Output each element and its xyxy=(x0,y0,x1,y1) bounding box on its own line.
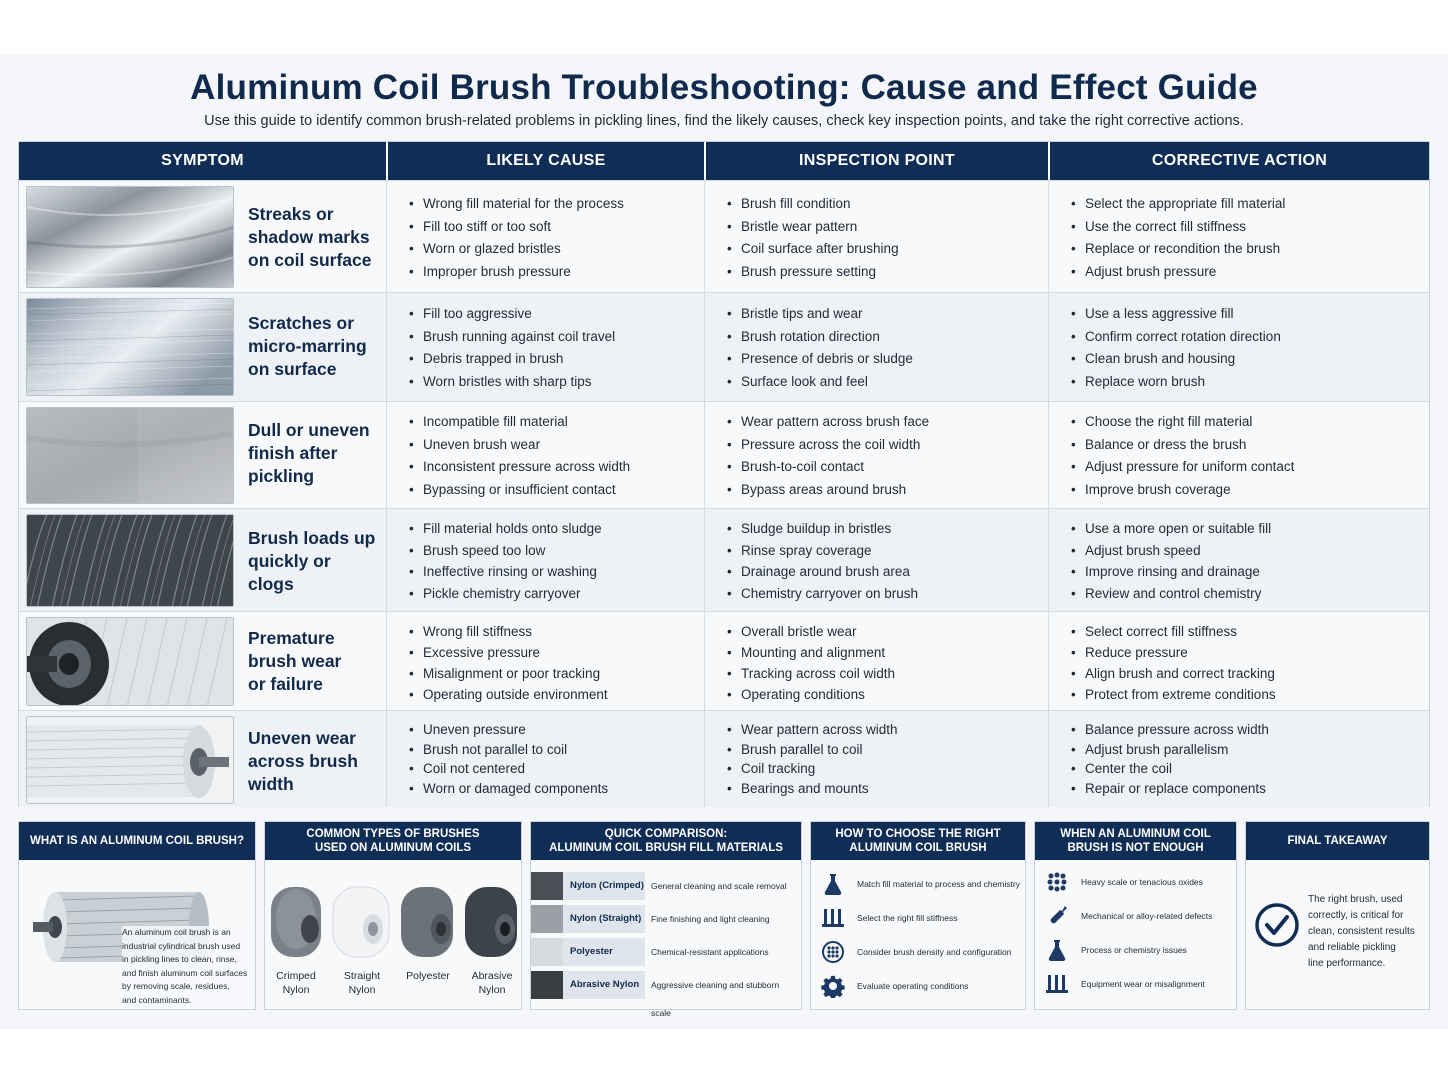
inspection-cell xyxy=(704,612,1048,710)
list-item: • Coil surface after brushing xyxy=(727,238,899,261)
list-item: • Adjust brush parallelism xyxy=(1071,740,1269,760)
action-list xyxy=(1071,303,1281,393)
inspection-cell xyxy=(704,402,1048,508)
symptom-cell xyxy=(19,181,386,292)
list-item: • Wrong fill material for the process xyxy=(409,193,624,216)
list-item: • Use the correct fill stiffness xyxy=(1071,216,1285,239)
takeaway-text: The right brush, used correctly, is critical for clean, consistent results and reliable pickling line performance. xyxy=(1308,894,1415,969)
not-enough-panel xyxy=(1034,821,1237,1010)
header-inspection-point: INSPECTION POINT xyxy=(704,142,1048,180)
panel-title: FINAL TAKEAWAY xyxy=(1246,822,1429,860)
list-item: • Debris trapped in brush xyxy=(409,348,615,371)
inspection-list xyxy=(727,720,898,798)
action-cell xyxy=(1048,293,1429,401)
troubleshooting-table xyxy=(18,141,1430,807)
list-item: • Wrong fill stiffness xyxy=(409,621,608,642)
list-item: • Improve rinsing and drainage xyxy=(1071,561,1271,583)
cause-list xyxy=(409,621,608,705)
list-item: • Improve brush coverage xyxy=(1071,479,1294,502)
inspection-list xyxy=(727,518,918,604)
cause-list xyxy=(409,303,615,393)
action-list xyxy=(1071,193,1285,283)
list-item: • Excessive pressure xyxy=(409,642,608,663)
scratched-coil-image xyxy=(26,298,234,396)
inspection-list xyxy=(727,303,913,393)
flask-icon xyxy=(1045,938,1069,962)
panel-title: QUICK COMPARISON: ALUMINUM COIL BRUSH FILL MATERIALS xyxy=(531,822,801,860)
list-item: • Tracking across coil width xyxy=(727,663,895,684)
wrench-icon xyxy=(1045,904,1069,928)
table-row xyxy=(19,180,1429,292)
fill-row: Nylon (Crimped) General cleaning and scale removal xyxy=(531,872,801,902)
bristles-icon xyxy=(1045,972,1069,996)
cause-list xyxy=(409,518,602,604)
what-is-description: An aluminum coil brush is an industrial cylindrical brush used in pickling lines to clean, rinse, and finish aluminum coil surfaces by removing scale, residues, and contaminants. xyxy=(122,926,250,1007)
action-list xyxy=(1071,621,1276,705)
action-cell xyxy=(1048,402,1429,508)
abrasive-swatch xyxy=(531,971,563,999)
list-item: • Rinse spray coverage xyxy=(727,540,918,562)
action-cell xyxy=(1048,711,1429,807)
action-list xyxy=(1071,518,1271,604)
list-item: • Clean brush and housing xyxy=(1071,348,1281,371)
cause-cell xyxy=(386,711,704,807)
list-item: • Chemistry carryover on brush xyxy=(727,583,918,605)
list-item: • Brush-to-coil contact xyxy=(727,456,929,479)
not-enough-item: Process or chemistry issues xyxy=(1035,936,1236,966)
brush-type-label: Abrasive Nylon xyxy=(471,970,513,996)
not-enough-item: Mechanical or alloy-related defects xyxy=(1035,902,1236,932)
list-item: • Pressure across the coil width xyxy=(727,434,929,457)
list-item: • Incompatible fill material xyxy=(409,411,630,434)
what-is-panel xyxy=(18,821,256,1010)
symptom-label: Streaks or shadow marks on coil surface xyxy=(248,204,372,270)
inspection-list xyxy=(727,193,899,283)
clogged-brush-image xyxy=(26,514,234,607)
list-item: • Coil not centered xyxy=(409,759,608,779)
list-item: • Replace or recondition the brush xyxy=(1071,238,1285,261)
cause-cell xyxy=(386,293,704,401)
cause-cell xyxy=(386,181,704,292)
list-item: • Select correct fill stiffness xyxy=(1071,621,1276,642)
action-cell xyxy=(1048,509,1429,611)
list-item: • Brush running against coil travel xyxy=(409,326,615,349)
list-item: • Brush rotation direction xyxy=(727,326,913,349)
list-item: • Sludge buildup in bristles xyxy=(727,518,918,540)
page-subtitle: Use this guide to identify common brush-related problems in pickling lines, find the likely causes, check key inspection points, and take the right corrective actions. xyxy=(204,113,1244,129)
polyester-swatch xyxy=(531,938,563,966)
list-item: • Worn bristles with sharp tips xyxy=(409,371,615,394)
list-item: • Brush fill condition xyxy=(727,193,899,216)
list-item: • Surface look and feel xyxy=(727,371,913,394)
list-item: • Use a less aggressive fill xyxy=(1071,303,1281,326)
list-item: • Brush not parallel to coil xyxy=(409,740,608,760)
list-item: • Protect from extreme conditions xyxy=(1071,684,1276,705)
list-item: • Coil tracking xyxy=(727,759,898,779)
list-item: • Ineffective rinsing or washing xyxy=(409,561,602,583)
cause-cell xyxy=(386,509,704,611)
choose-item: Consider brush density and configuration xyxy=(811,938,1025,968)
final-takeaway-panel xyxy=(1245,821,1430,1010)
symptom-label: Dull or uneven finish after pickling xyxy=(248,420,370,486)
page-title: Aluminum Coil Brush Troubleshooting: Cause and Effect Guide xyxy=(190,68,1258,107)
not-enough-item: Equipment wear or misalignment xyxy=(1035,970,1236,1000)
streaked-coil-image xyxy=(26,186,234,288)
table-row xyxy=(19,611,1429,710)
inspection-list xyxy=(727,411,929,501)
list-item: • Align brush and correct tracking xyxy=(1071,663,1276,684)
table-row xyxy=(19,292,1429,401)
panel-title: WHAT IS AN ALUMINUM COIL BRUSH? xyxy=(19,822,255,860)
table-row xyxy=(19,401,1429,508)
symptom-label: Uneven wear across brush width xyxy=(248,728,358,794)
symptom-cell xyxy=(19,612,386,710)
cause-list xyxy=(409,720,608,798)
brush-types-images xyxy=(265,877,523,969)
polyester-brush-icon xyxy=(401,887,453,957)
symptom-label: Scratches or micro-marring on surface xyxy=(248,313,367,379)
list-item: • Balance pressure across width xyxy=(1071,720,1269,740)
list-item: • Presence of debris or sludge xyxy=(727,348,913,371)
list-item: • Pickle chemistry carryover xyxy=(409,583,602,605)
bristles-icon xyxy=(821,906,845,930)
gear-icon xyxy=(821,974,845,998)
symptom-cell xyxy=(19,711,386,807)
list-item: • Adjust pressure for uniform contact xyxy=(1071,456,1294,479)
list-item: • Worn or damaged components xyxy=(409,779,608,799)
list-item: • Adjust brush speed xyxy=(1071,540,1271,562)
choose-brush-panel xyxy=(810,821,1026,1010)
list-item: • Fill material holds onto sludge xyxy=(409,518,602,540)
worn-brush-image xyxy=(26,617,234,706)
list-item: • Operating outside environment xyxy=(409,684,608,705)
checkmark-circle-icon xyxy=(1254,902,1300,948)
list-item: • Repair or replace components xyxy=(1071,779,1269,799)
list-item: • Fill too stiff or too soft xyxy=(409,216,624,239)
list-item: • Brush parallel to coil xyxy=(727,740,898,760)
symptom-label: Brush loads up quickly or clogs xyxy=(248,528,376,594)
list-item: • Replace worn brush xyxy=(1071,371,1281,394)
list-item: • Reduce pressure xyxy=(1071,642,1276,663)
header-corrective-action: CORRECTIVE ACTION xyxy=(1048,142,1429,180)
list-item: • Bristle wear pattern xyxy=(727,216,899,239)
table-header xyxy=(19,142,1429,180)
inspection-cell xyxy=(704,509,1048,611)
panel-title: WHEN AN ALUMINUM COIL BRUSH IS NOT ENOUGH xyxy=(1035,822,1236,860)
cause-list xyxy=(409,411,630,501)
straight-nylon-brush-icon xyxy=(333,887,389,957)
list-item: • Bypass areas around brush xyxy=(727,479,929,502)
inspection-list xyxy=(727,621,895,705)
choose-item: Evaluate operating conditions xyxy=(811,972,1025,1002)
list-item: • Center the coil xyxy=(1071,759,1269,779)
list-item: • Misalignment or poor tracking xyxy=(409,663,608,684)
inspection-cell xyxy=(704,293,1048,401)
choose-item: Match fill material to process and chemistry xyxy=(811,870,1025,900)
density-icon xyxy=(821,940,845,964)
list-item: • Uneven brush wear xyxy=(409,434,630,457)
table-row xyxy=(19,508,1429,611)
list-item: • Overall bristle wear xyxy=(727,621,895,642)
brush-type-label: Polyester xyxy=(406,970,450,982)
crimped-swatch xyxy=(531,872,563,900)
dull-finish-image xyxy=(26,407,234,504)
uneven-wear-brush-image xyxy=(26,716,234,804)
cause-cell xyxy=(386,402,704,508)
flask-icon xyxy=(821,872,845,896)
list-item: • Inconsistent pressure across width xyxy=(409,456,630,479)
brush-type-label: Crimped Nylon xyxy=(276,970,316,996)
list-item: • Drainage around brush area xyxy=(727,561,918,583)
inspection-cell xyxy=(704,181,1048,292)
list-item: • Review and control chemistry xyxy=(1071,583,1271,605)
cause-list xyxy=(409,193,624,283)
choose-item: Select the right fill stiffness xyxy=(811,904,1025,934)
list-item: • Wear pattern across brush face xyxy=(727,411,929,434)
action-cell xyxy=(1048,181,1429,292)
list-item: • Wear pattern across width xyxy=(727,720,898,740)
panel-title: HOW TO CHOOSE THE RIGHT ALUMINUM COIL BRUSH xyxy=(811,822,1025,860)
abrasive-nylon-brush-icon xyxy=(465,887,517,957)
brush-types-panel xyxy=(264,821,522,1010)
symptom-label: Premature brush wear or failure xyxy=(248,628,342,694)
list-item: • Fill too aggressive xyxy=(409,303,615,326)
list-item: • Use a more open or suitable fill xyxy=(1071,518,1271,540)
list-item: • Brush pressure setting xyxy=(727,261,899,284)
table-row xyxy=(19,710,1429,807)
fill-row: Abrasive Nylon Aggressive cleaning and stubborn scale xyxy=(531,971,801,1001)
fill-row: Polyester Chemical-resistant applications xyxy=(531,938,801,968)
action-list xyxy=(1071,720,1269,798)
symptom-cell xyxy=(19,293,386,401)
list-item: • Operating conditions xyxy=(727,684,895,705)
list-item: • Confirm correct rotation direction xyxy=(1071,326,1281,349)
list-item: • Select the appropriate fill material xyxy=(1071,193,1285,216)
action-list xyxy=(1071,411,1294,501)
symptom-cell xyxy=(19,402,386,508)
list-item: • Mounting and alignment xyxy=(727,642,895,663)
list-item: • Uneven pressure xyxy=(409,720,608,740)
cause-cell xyxy=(386,612,704,710)
list-item: • Bristle tips and wear xyxy=(727,303,913,326)
crimped-nylon-brush-icon xyxy=(271,887,321,957)
not-enough-item: Heavy scale or tenacious oxides xyxy=(1035,868,1236,898)
scale-dots-icon xyxy=(1045,870,1069,894)
list-item: • Brush speed too low xyxy=(409,540,602,562)
list-item: • Bearings and mounts xyxy=(727,779,898,799)
symptom-cell xyxy=(19,509,386,611)
list-item: • Balance or dress the brush xyxy=(1071,434,1294,457)
list-item: • Worn or glazed bristles xyxy=(409,238,624,261)
straight-swatch xyxy=(531,905,563,933)
list-item: • Choose the right fill material xyxy=(1071,411,1294,434)
panel-title: COMMON TYPES OF BRUSHES USED ON ALUMINUM COILS xyxy=(265,822,521,860)
header-symptom: SYMPTOM xyxy=(161,152,244,169)
fill-row: Nylon (Straight) Fine finishing and light cleaning xyxy=(531,905,801,935)
list-item: • Adjust brush pressure xyxy=(1071,261,1285,284)
inspection-cell xyxy=(704,711,1048,807)
fill-comparison-panel xyxy=(530,821,802,1018)
list-item: • Bypassing or insufficient contact xyxy=(409,479,630,502)
list-item: • Improper brush pressure xyxy=(409,261,624,284)
header-likely-cause: LIKELY CAUSE xyxy=(386,142,704,180)
action-cell xyxy=(1048,612,1429,710)
brush-type-label: Straight Nylon xyxy=(343,970,381,996)
